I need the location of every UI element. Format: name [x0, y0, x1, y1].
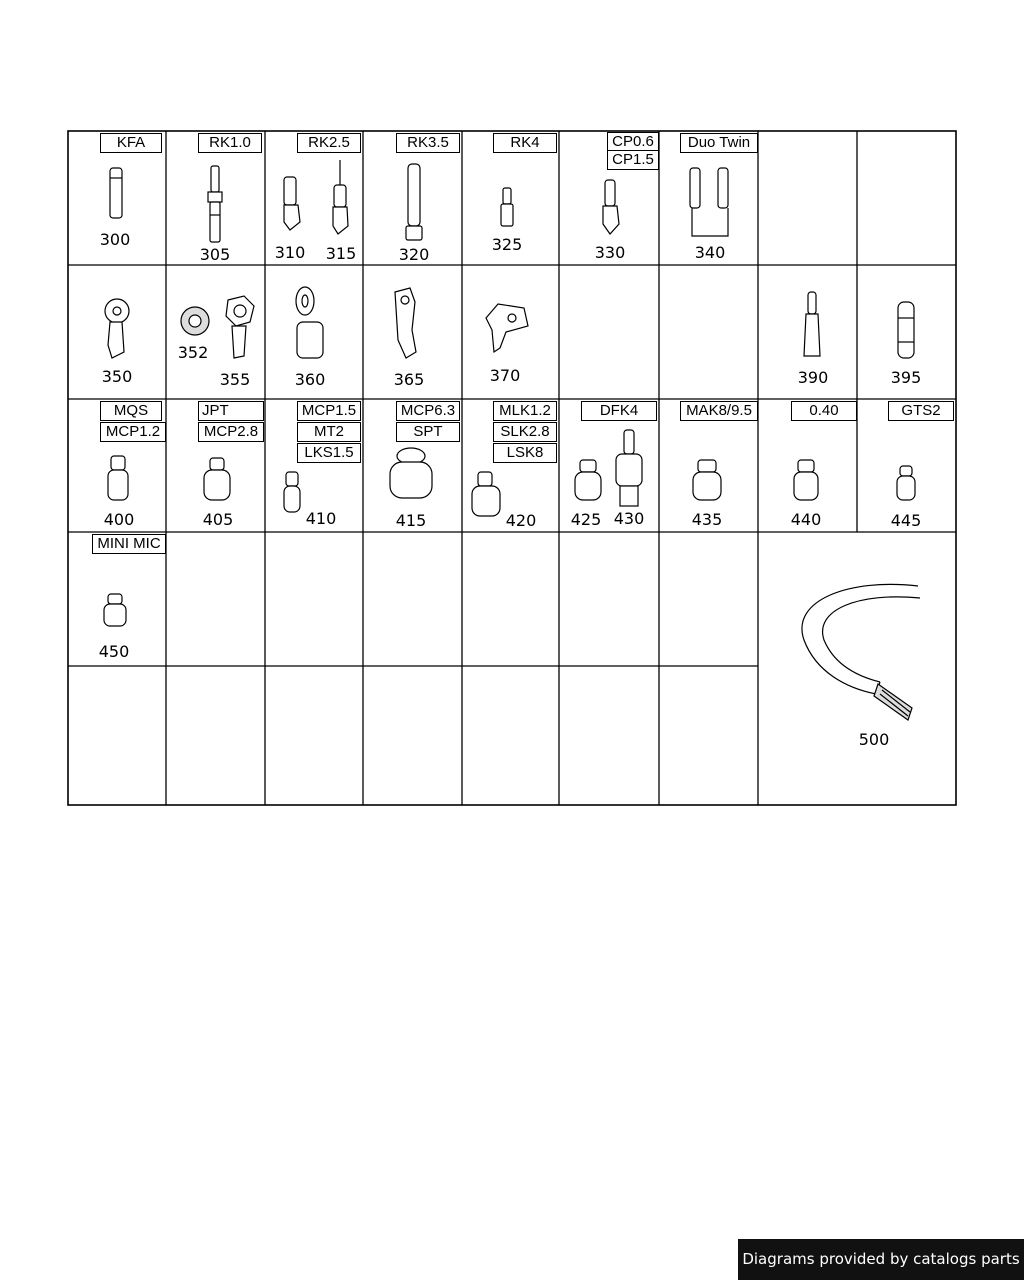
label-slk2-8: SLK2.8 — [493, 422, 557, 442]
label-mlk1-2: MLK1.2 — [493, 401, 557, 421]
part-number: 310 — [274, 243, 306, 262]
label-mcp6-3: MCP6.3 — [396, 401, 460, 421]
part-300-drawing — [110, 168, 122, 218]
label-mak8-9-5: MAK8/9.5 — [680, 401, 758, 421]
part-number: 360 — [294, 370, 326, 389]
part-number: 435 — [691, 510, 723, 529]
part-number: 390 — [797, 368, 829, 387]
label-rk3-5: RK3.5 — [396, 133, 460, 153]
part-390-drawing — [804, 292, 820, 356]
part-number: 430 — [613, 509, 645, 528]
part-number: 315 — [325, 244, 357, 263]
part-370-drawing — [486, 304, 528, 352]
part-395-drawing — [898, 302, 914, 358]
label-duo-twin: Duo Twin — [680, 133, 758, 153]
part-number: 415 — [395, 511, 427, 530]
part-number: 445 — [890, 511, 922, 530]
label-cp0-6: CP0.6 — [607, 132, 659, 151]
part-number: 365 — [393, 370, 425, 389]
part-number: 395 — [890, 368, 922, 387]
label-rk2-5: RK2.5 — [297, 133, 361, 153]
part-425-drawing — [575, 460, 601, 500]
part-number: 340 — [694, 243, 726, 262]
part-365-drawing — [395, 288, 416, 358]
part-440-drawing — [794, 460, 818, 500]
label-dfk4: DFK4 — [581, 401, 657, 421]
label-mcp2-8: MCP2.8 — [198, 422, 264, 442]
part-number: 300 — [99, 230, 131, 249]
label-lks1-5: LKS1.5 — [297, 443, 361, 463]
label-kfa: KFA — [100, 133, 162, 153]
label-mqs: MQS — [100, 401, 162, 421]
part-number: 305 — [199, 245, 231, 264]
part-315-drawing — [333, 160, 348, 234]
label-mini-mic: MINI MIC — [92, 534, 166, 554]
part-350-drawing — [105, 299, 129, 358]
part-325-drawing — [501, 188, 513, 226]
part-number: 330 — [594, 243, 626, 262]
part-360-drawing — [296, 287, 323, 358]
part-number: 355 — [219, 370, 251, 389]
part-340-drawing — [690, 168, 728, 236]
part-number: 325 — [491, 235, 523, 254]
label-mcp1-2: MCP1.2 — [100, 422, 166, 442]
label-rk4: RK4 — [493, 133, 557, 153]
label-0-40: 0.40 — [791, 401, 857, 421]
part-352-drawing — [181, 307, 209, 335]
label-gts2: GTS2 — [888, 401, 954, 421]
part-330-drawing — [603, 180, 619, 234]
part-320-drawing — [406, 164, 422, 240]
part-450-drawing — [104, 594, 126, 626]
part-number: 350 — [101, 367, 133, 386]
part-number: 400 — [103, 510, 135, 529]
part-400-drawing — [108, 456, 128, 500]
label-jpt: JPT — [198, 401, 264, 421]
part-420-drawing — [472, 472, 500, 516]
label-rk1-0: RK1.0 — [198, 133, 262, 153]
part-number: 425 — [570, 510, 602, 529]
part-410-drawing — [284, 472, 300, 512]
part-405-drawing — [204, 458, 230, 500]
grid-border — [68, 131, 956, 805]
label-mcp1-5: MCP1.5 — [297, 401, 361, 421]
part-500-drawing — [802, 584, 920, 720]
part-355-drawing — [226, 296, 254, 358]
part-445-drawing — [897, 466, 915, 500]
part-415-drawing — [390, 448, 432, 498]
part-number: 320 — [398, 245, 430, 264]
part-number: 420 — [505, 511, 537, 530]
part-number: 440 — [790, 510, 822, 529]
part-number: 500 — [858, 730, 890, 749]
label-cp1-5: CP1.5 — [607, 150, 659, 170]
part-number: 405 — [202, 510, 234, 529]
part-310-drawing — [284, 177, 300, 230]
label-spt: SPT — [396, 422, 460, 442]
part-number: 450 — [98, 642, 130, 661]
part-435-drawing — [693, 460, 721, 500]
grid-lines — [68, 131, 956, 805]
part-number: 352 — [177, 343, 209, 362]
part-number: 410 — [305, 509, 337, 528]
label-mt2: MT2 — [297, 422, 361, 442]
part-305-drawing — [208, 166, 222, 242]
footer-credit: Diagrams provided by catalogs parts — [738, 1239, 1024, 1280]
part-430-drawing — [616, 430, 642, 506]
part-number: 370 — [489, 366, 521, 385]
label-lsk8: LSK8 — [493, 443, 557, 463]
